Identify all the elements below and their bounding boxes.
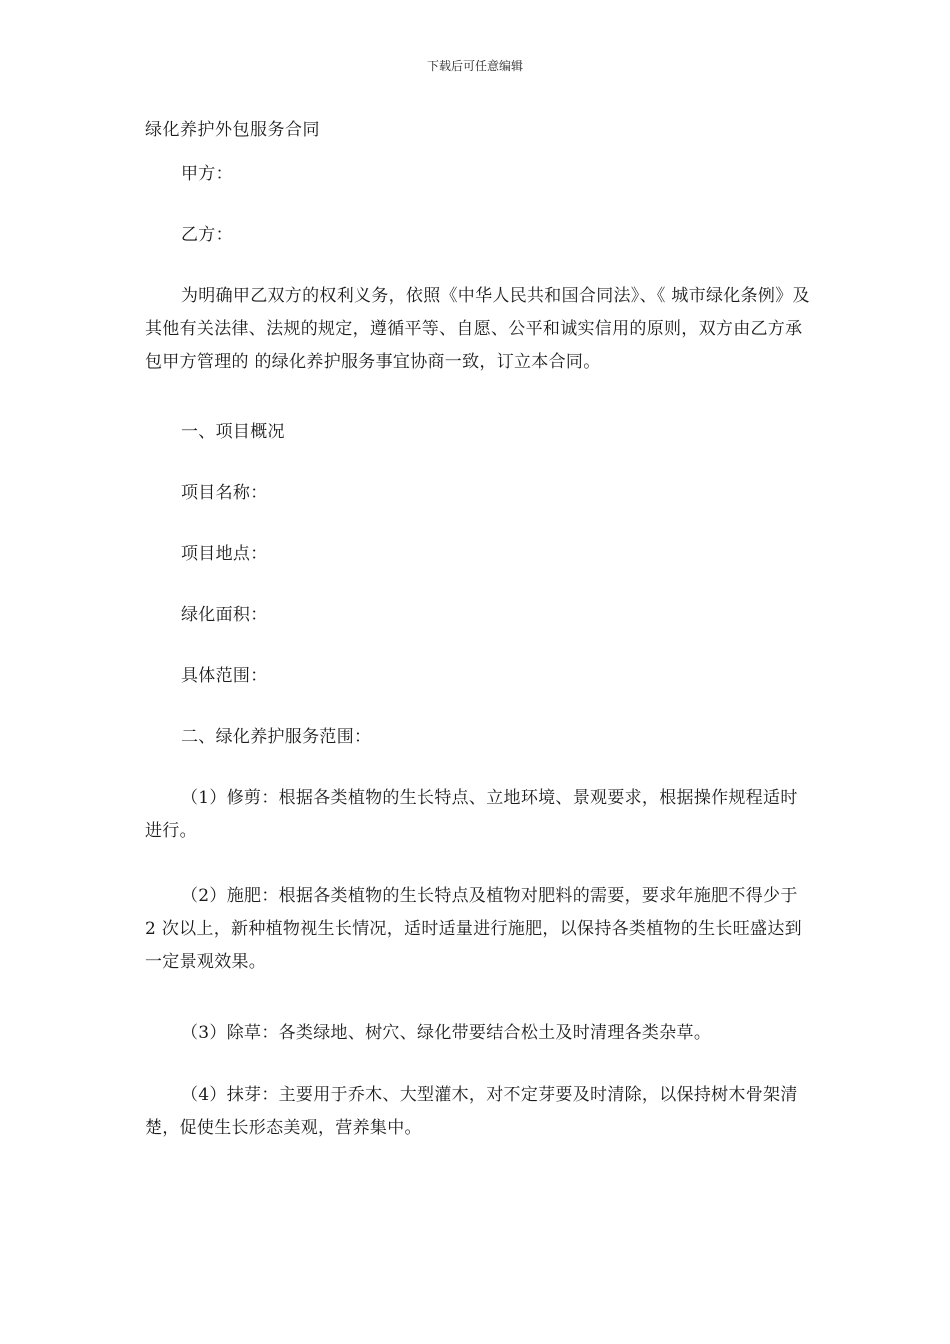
clause-pruning: （1）修剪：根据各类植物的生长特点、立地环境、景观要求，根据操作规程适时进行。 [145, 788, 798, 841]
section-heading-service-scope: 二、绿化养护服务范围： [181, 727, 372, 747]
specific-scope-line: 具体范围： [181, 666, 268, 686]
party-a-line: 甲方： [181, 164, 233, 184]
clause-weeding: （3）除草：各类绿地、树穴、绿化带要结合松土及时清理各类杂草。 [181, 1023, 712, 1043]
project-name-line: 项目名称： [181, 483, 268, 503]
document-title: 绿化养护外包服务合同 [145, 120, 320, 140]
clause-bud-removal: （4）抹芽：主要用于乔木、大型灌木，对不定芽要及时清除，以保持树木骨架清楚，促使生长形态美观，营养集中。 [145, 1085, 798, 1138]
green-area-line: 绿化面积： [181, 605, 268, 625]
preamble-paragraph: 为明确甲乙双方的权利义务，依照《中华人民共和国合同法》、《 城市绿化条例》及其他有关法律、法规的规定，遵循平等、自愿、公平和诚实信用的原则，双方由乙方承包甲方管理的 的绿化养护服务事宜协商一致，订立本合同。 [145, 286, 810, 372]
party-b-line: 乙方： [181, 225, 233, 245]
project-location-line: 项目地点： [181, 544, 268, 564]
clause-fertilizing: （2）施肥：根据各类植物的生长特点及植物对肥料的需要，要求年施肥不得少于 2 次以上，新种植物视生长情况，适时适量进行施肥，以保持各类植物的生长旺盛达到一定景观效果。 [145, 886, 802, 972]
header-note: 下载后可任意编辑 [426, 59, 523, 73]
section-heading-project-overview: 一、项目概况 [181, 422, 285, 442]
